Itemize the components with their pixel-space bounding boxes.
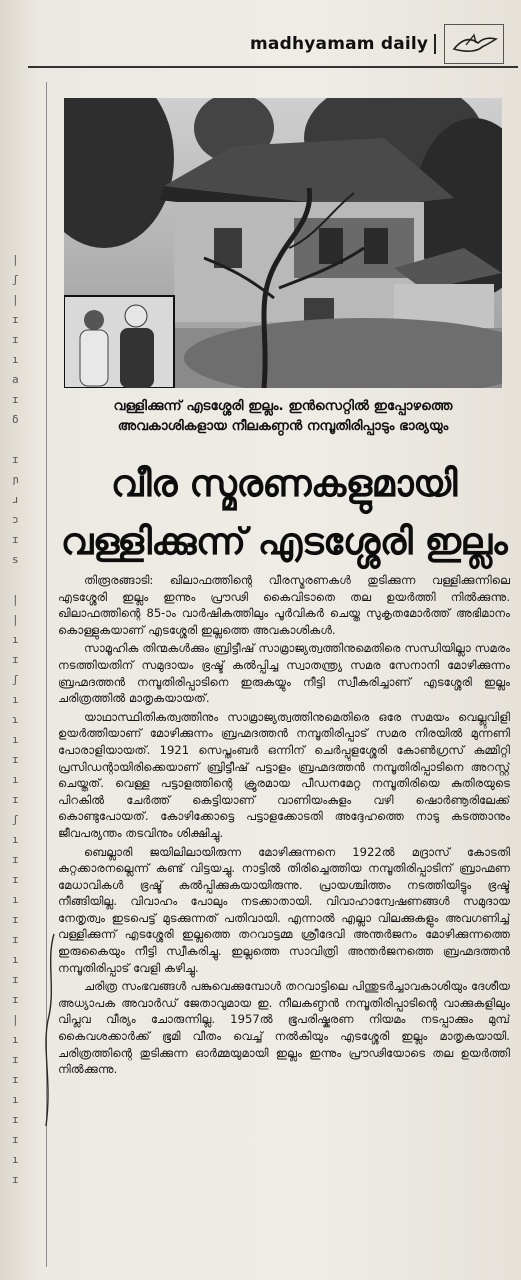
newspaper-name: madhyamam daily (250, 34, 436, 54)
bird-logo-icon (444, 24, 504, 64)
margin-pencil-marks: | ʃ | ɪ ɪ ı a ɪ δ ɪ ɲ ɹ ɔ ɪ s | | ı ɪ ʃ ı ɿ ı ɪ ı ɪ ʃ ı ɪ ɪ ı ɪ ɪ ı ɪ ɪ | ı ɪ ɪ ı ɪ ɪ ı ɪ (12, 253, 19, 1186)
caption-line-1: വള്ളിക്കുന്ന് എടശ്ശേരി ഇല്ലം. ഇൻസെറ്റിൽ ഇപ്പോഴത്തെ (113, 398, 453, 414)
headline-line-2: വള്ളിക്കുന്ന് എടശ്ശേരി ഇല്ലം (60, 520, 508, 563)
masthead-rule (28, 66, 518, 68)
article-paragraph: സാമൂഹിക തിന്മകൾക്കും ബ്രിട്ടീഷ് സാമ്രാജ്യത്വത്തിനുമെതിരെ സന്ധിയില്ലാ സമരം നടത്തിയതിന് സമുദായം ഭ്രഷ്ട് കൽപ്പിച്ച സ്വാതന്ത്ര്യ സമര സേനാനി മോഴിക്കുന്നം ബ്രഹ്മദത്തൻ നമ്പൂതിരിപ്പാടിനെ ഇരുകയ്യും നീട്ടി സ്വീകരിച്ചാണ് എടശ്ശേരി ഇല്ലം ചരിത്രത്തിൽ മാതൃകയായത്. (58, 641, 510, 706)
article-paragraph: തിരൂരങ്ങാടി: ഖിലാഫത്തിന്റെ വീരസ്മരണകൾ തുടിക്കുന്ന വള്ളിക്കുന്നിലെ എടശ്ശേരി ഇല്ലം ഇന്നും പ്രൗഢി കൈവിടാതെ തല ഉയർത്തി നിൽക്കുന്നു. ഖിലാഫത്തിന്റെ 85-ാം വാർഷികത്തിലും പൂർവികർ ചെയ്ത സുകൃതമോർത്ത് അഭിമാനം കൊള്ളുകയാണ് എടശ്ശേരി ഇല്ലത്തെ അവകാശികൾ. (58, 573, 510, 637)
article-body (58, 572, 510, 1262)
article-paragraph: യാഥാസ്ഥിതികത്വത്തിനും സാമ്രാജ്യത്വത്തിനുമെതിരെ ഒരേ സമയം വെല്ലുവിളി ഉയർത്തിയാണ് മോഴിക്കുന്നം ബ്രഹ്മദത്തൻ നമ്പൂതിരിപ്പാട് സമര നിരയിൽ മുന്നണി പോരാളിയായത്. 1921 സെപ്തംബർ ഒന്നിന് ചെർപ്പുളശ്ശേരി കോൺഗ്രസ് കമ്മിറ്റി പ്രസിഡന്റായിരിക്കെയാണ് ബ്രിട്ടീഷ് പട്ടാളം ബ്രഹ്മദത്തൻ നമ്പൂതിരിപ്പാടിനെ അറസ്റ്റ് ചെയ്തത്. വെള്ള പട്ടാളത്തിന്റെ ക്രൂരമായ പീഡനമേറ്റ നമ്പൂതിരിയെ കുതിരയുടെ പിറകിൽ ചേർത്ത് കെട്ടിയാണ് വാണിയംകുളം വഴി ഷൊർണൂരിലേക്ക് കൊണ്ടുപോയത്. കോഴിക്കോട്ടെ പട്ടാളക്കോടതി അദ്ദേഹത്തെ നാടു കടത്താനും ജീവപര്യന്തം തടവിനും ശിക്ഷിച്ചു. (58, 709, 510, 840)
headline-line-1: വീര സ്മരണകളുമായി (111, 462, 457, 505)
caption-line-2: അവകാശികളായ നീലകണ്ഠൻ നമ്പൂതിരിപ്പാടും ഭാര്യയും (117, 418, 449, 434)
headline (56, 455, 512, 571)
pen-annotation-mark (36, 930, 66, 1130)
masthead (250, 22, 512, 66)
article-paragraph: ബെല്ലാരി ജയിലിലായിരുന്ന മോഴിക്കുന്നനെ 1922ൽ മദ്രാസ് കോടതി കുറ്റക്കാരനല്ലെന്ന് കണ്ട് വിട്ടയച്ചു. നാട്ടിൽ തിരിച്ചെത്തിയ നമ്പൂതിരിപ്പാടിന് ബ്രാഹ്മണ മേധാവികൾ ഭ്രഷ്ട് കൽപ്പിക്കുകയായിരുന്നു. പ്രായശ്ചിത്തം നടത്തിയിട്ടും ഭ്രഷ്ട് നീങ്ങിയില്ല. വിവാഹം പോലും നടക്കാതായി. വിവാഹാന്വേഷണങ്ങൾ സമുദായ നേതൃത്വം ഇടപെട്ട് മുടക്കുന്നത് പതിവായി. എന്നാൽ എല്ലാ വിലക്കുകളും അവഗണിച്ച് വള്ളിക്കുന്ന് എടശ്ശേരി ഇല്ലത്തെ തറവാട്ടമ്മ ശ്രീദേവി അന്തർജനം മോഴിക്കുന്നത്തെ ഇരുകൈയും നീട്ടി സ്വീകരിച്ചു. ഇല്ലത്തെ സാവിത്രി അന്തർജനത്തെ ബ്രഹ്മദത്തൻ നമ്പൂതിരിപ്പാട് വേളി കഴിച്ചു. (58, 844, 510, 975)
photo-caption (60, 396, 506, 436)
house-photo (64, 98, 502, 388)
house-photo-icon (64, 98, 502, 388)
article-paragraph: ചരിത്ര സംഭവങ്ങൾ പങ്കുവെക്കുമ്പോൾ തറവാട്ടിലെ പിന്തുടർച്ചാവകാശിയും ദേശീയ അധ്യാപക അവാർഡ് ജേതാവുമായ ഇ. നീലകണ്ഠൻ നമ്പൂതിരിപ്പാടിന്റെ വാക്കുകളിലും വിപ്ലവ വീര്യം ചോരുന്നില്ല. 1957ൽ ഭൂപരിഷ്കരണ നിയമം നടപ്പാക്കും മുമ്പ് കൈവശക്കാർക്ക് ഭൂമി വീതം വെച്ച് നൽകിയും എടശ്ശേരി ഇല്ലം മാതൃകയായി. ചരിത്രത്തിന്റെ തുടിക്കുന്ന ഓർമ്മയുമായി ഇല്ലം ഇന്നും പ്രൗഢിയോടെ തല ഉയർത്തി നിൽക്കുന്നു. (58, 979, 510, 1077)
